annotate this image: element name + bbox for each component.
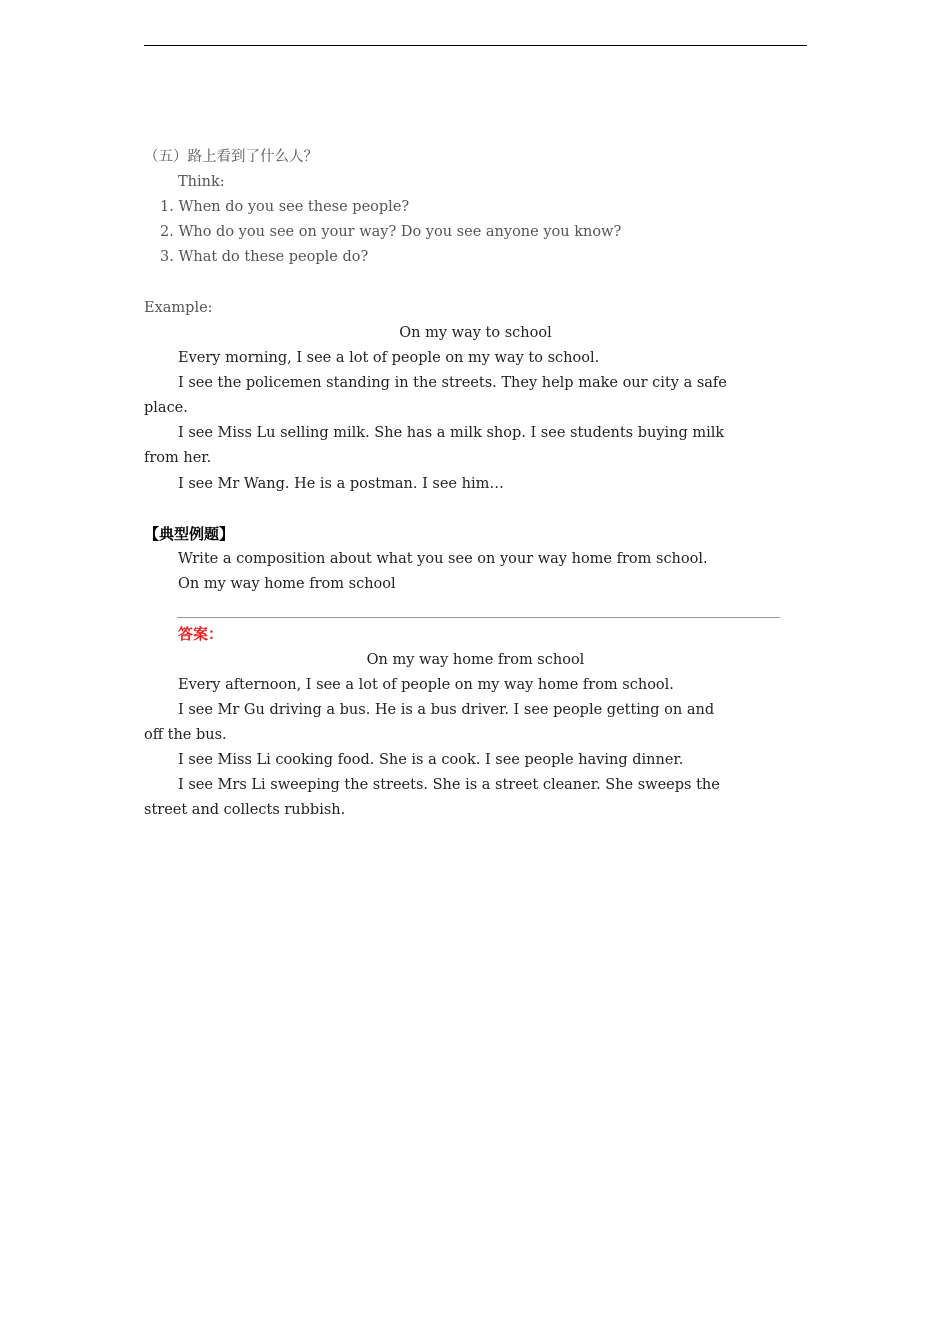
answer-paragraph: Every afternoon, I see a lot of people on my way home from school. [178,677,674,693]
example-paragraph: I see Mr Wang. He is a postman. I see him… [178,476,504,492]
question-number: 1. [160,199,174,215]
example-paragraph: Every morning, I see a lot of people on my way to school. [178,350,600,366]
section-heading: （五）路上看到了什么人？ [144,149,318,165]
example-paragraph-cont: from her. [144,450,212,466]
task-text: Write a composition about what you see on your way home from school. [178,551,708,567]
question-number: 3. [160,249,174,265]
example-paragraph-cont: place. [144,400,188,416]
answer-title: On my way home from school [366,652,585,668]
example-label: Example: [144,300,213,316]
answer-label: 答案： [178,625,224,643]
question-text: When do you see these people? [178,199,410,215]
answer-blank-line [177,617,780,618]
example-paragraph: I see Miss Lu selling milk. She has a milk shop. I see students buying milk [178,425,725,441]
question-2 [160,220,621,245]
header-rule [144,45,807,46]
question-number: 2. [160,224,174,240]
answer-paragraph: I see Mr Gu driving a bus. He is a bus driver. I see people getting on and [178,702,715,718]
question-1 [160,195,409,220]
answer-paragraph-cont: off the bus. [144,727,227,743]
task-title: On my way home from school [178,576,396,592]
question-text: Who do you see on your way? Do you see anyone you know? [178,224,622,240]
question-text: What do these people do? [178,249,369,265]
think-label: Think: [178,174,225,190]
answer-paragraph-cont: street and collects rubbish. [144,802,346,818]
example-title: On my way to school [399,325,552,341]
answer-paragraph: I see Mrs Li sweeping the streets. She is a street cleaner. She sweeps the [178,777,720,793]
answer-paragraph: I see Miss Li cooking food. She is a cook. I see people having dinner. [178,752,684,768]
question-3 [160,245,368,270]
example-paragraph: I see the policemen standing in the streets. They help make our city a safe [178,375,727,391]
typical-heading: 【典型例题】 [144,525,235,543]
